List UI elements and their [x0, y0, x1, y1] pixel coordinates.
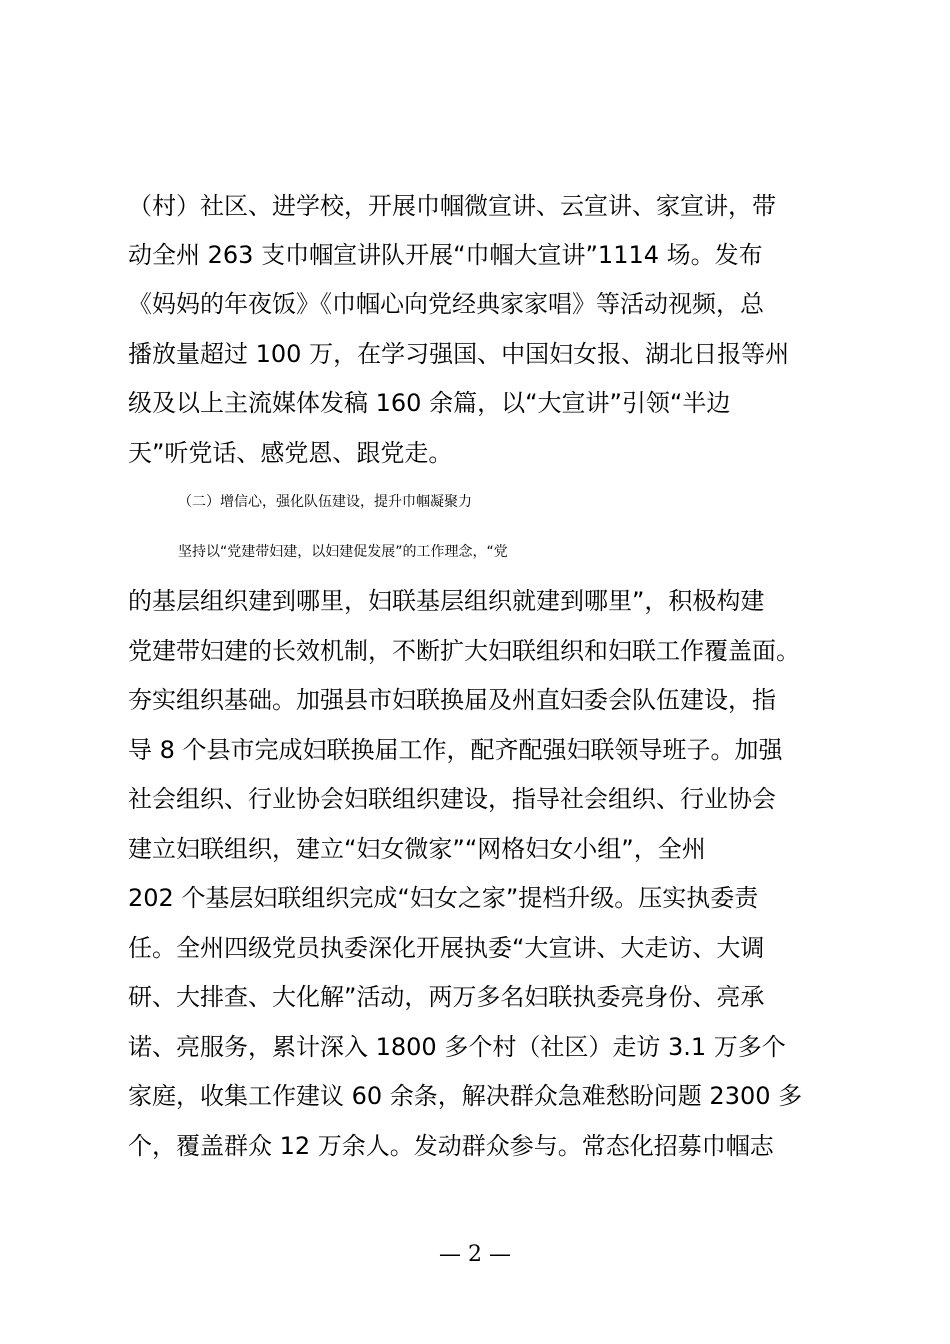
page-number: — 2 —	[439, 1242, 511, 1267]
text-line: 动全州 263 支巾帼宣讲队开展“巾帼大宣讲”1114 场。发布	[128, 241, 763, 269]
text-line: 社会组织、行业协会妇联组织建设，指导社会组织、行业协会	[128, 785, 776, 813]
text-line: 诺、亮服务，累计深入 1800 多个村（社区）走访 3.1 万多个	[128, 1033, 786, 1061]
text-line: 建立妇联组织，建立“妇女微家”“网格妇女小组”，全州	[128, 835, 706, 863]
text-line: 《妈妈的年夜饭》《巾帼心向党经典家家唱》等活动视频，总	[128, 290, 764, 318]
text-line: 党建带妇建的长效机制，不断扩大妇联组织和妇联工作覆盖面。	[128, 637, 800, 665]
text-line: 导 8 个县市完成妇联换届工作，配齐配强妇联领导班子。加强	[128, 736, 783, 764]
section-heading: （二）增信心，强化队伍建设，提升巾帼凝聚力	[178, 494, 472, 510]
text-line: 任。全州四级党员执委深化开展执委“大宣讲、大走访、大调	[128, 934, 765, 962]
text-line: 坚持以“党建带妇建，以妇建促发展”的工作理念，“党	[178, 544, 508, 560]
text-line: 研、大排查、大化解”活动，两万多名妇联执委亮身份、亮承	[128, 983, 765, 1011]
text-line: 202 个基层妇联组织完成“妇女之家”提档升级。压实执委责	[128, 884, 759, 912]
text-line: 夯实组织基础。加强县市妇联换届及州直妇委会队伍建设，指	[128, 686, 776, 714]
text-line: 天”听党话、感党恩、跟党走。	[128, 439, 453, 467]
text-line: 播放量超过 100 万，在学习强国、中国妇女报、湖北日报等州	[128, 340, 790, 368]
text-line: （村）社区、进学校，开展巾帼微宣讲、云宣讲、家宣讲，带	[128, 192, 776, 220]
text-line: 个，覆盖群众 12 万余人。发动群众参与。常态化招募巾帼志	[128, 1132, 774, 1160]
text-line: 的基层组织建到哪里，妇联基层组织就建到哪里”，积极构建	[128, 587, 765, 615]
text-line: 家庭，收集工作建议 60 余条，解决群众急难愁盼问题 2300 多	[128, 1082, 803, 1110]
text-line: 级及以上主流媒体发稿 160 余篇，以“大宣讲”引领“半边	[128, 389, 731, 417]
